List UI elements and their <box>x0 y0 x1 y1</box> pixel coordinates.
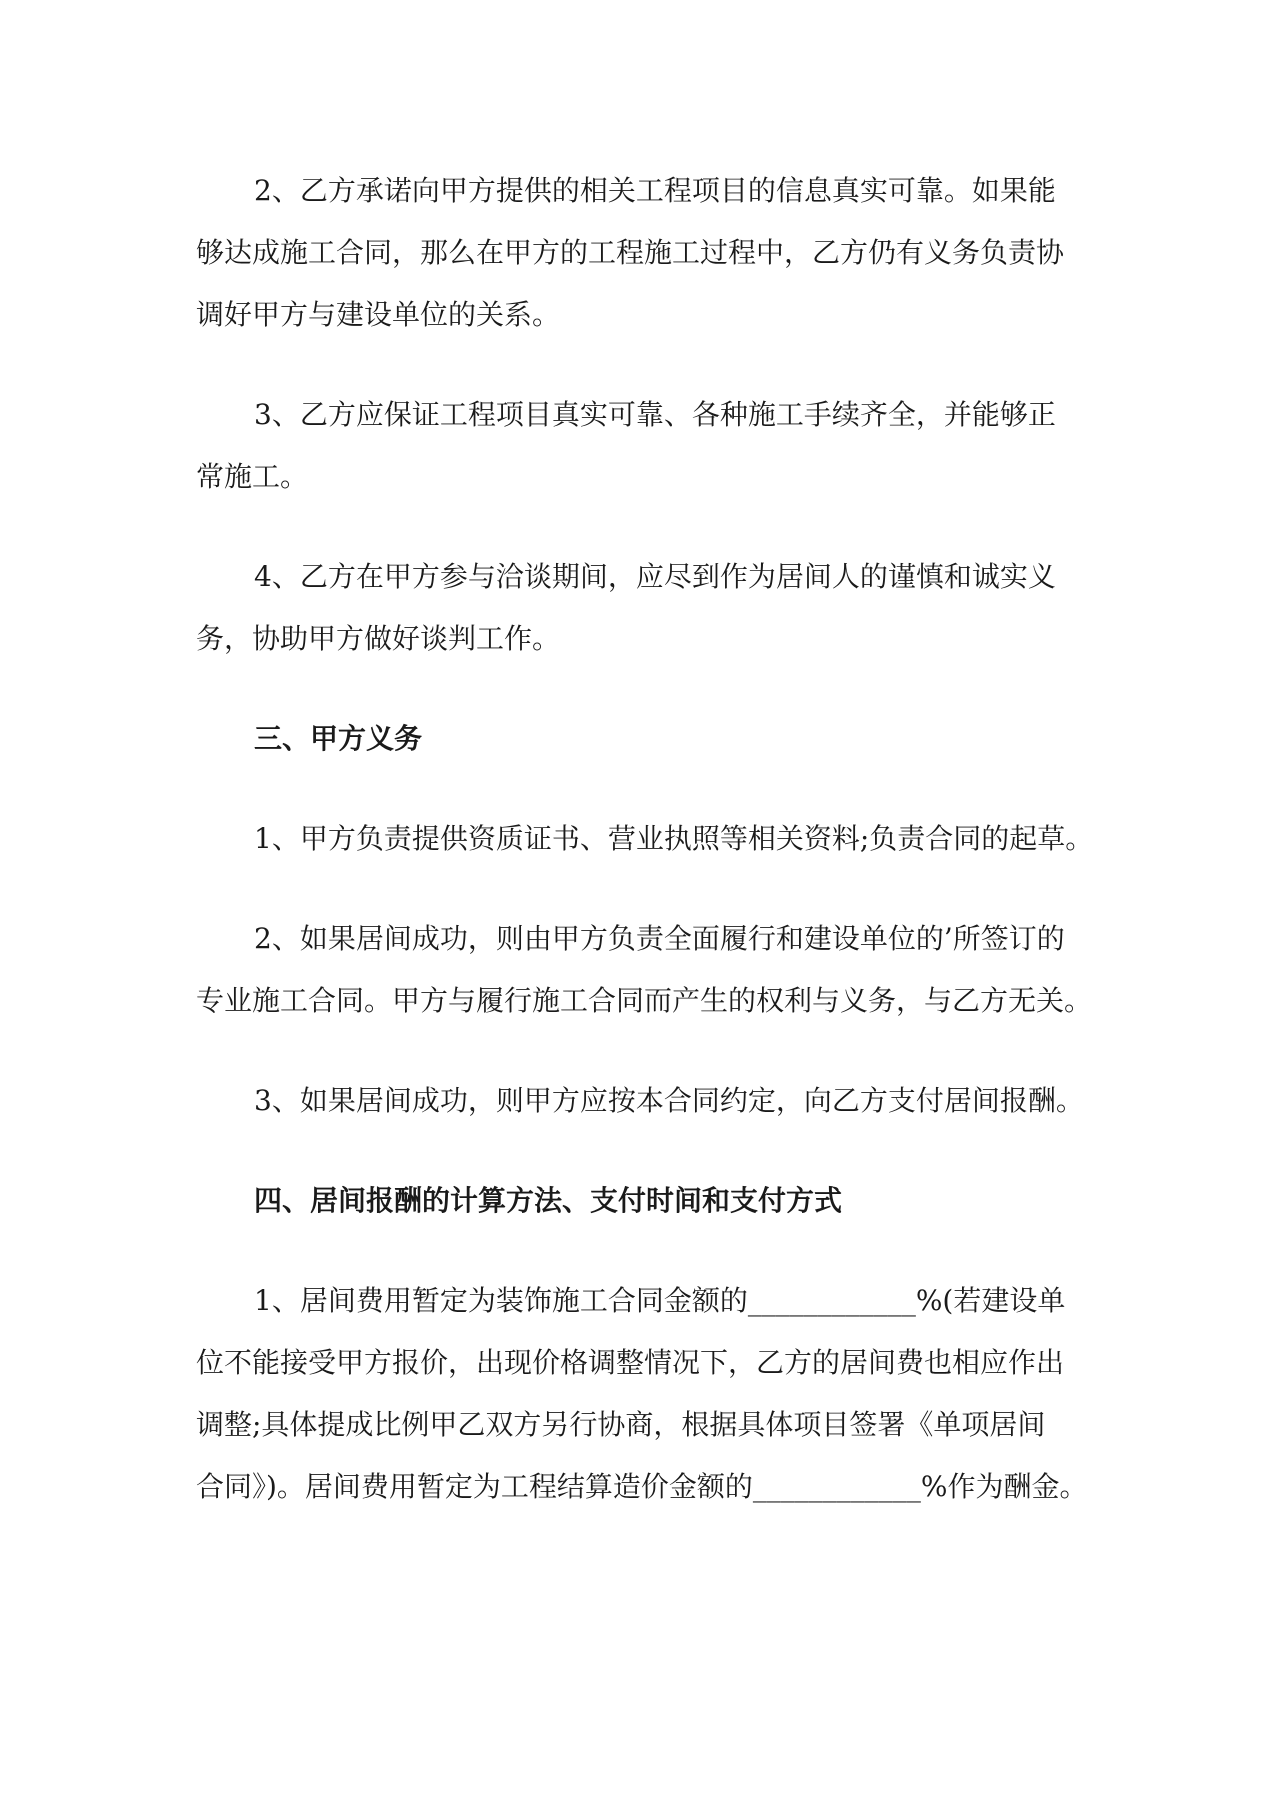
text-line: 合同》)。居间费用暂定为工程结算造价金额的____________%作为酬金。 <box>196 1470 1088 1503</box>
text-line: 调整;具体提成比例甲乙双方另行协商，根据具体项目签署《单项居间 <box>196 1408 1046 1441</box>
text-line: 调好甲方与建设单位的关系。 <box>196 298 561 331</box>
text-line: 2、乙方承诺向甲方提供的相关工程项目的信息真实可靠。如果能 <box>254 174 1056 207</box>
text-line: 1、甲方负责提供资质证书、营业执照等相关资料;负责合同的起草。 <box>254 822 1094 855</box>
section-heading-commission: 四、居间报酬的计算方法、支付时间和支付方式 <box>254 1184 843 1217</box>
paragraph-obligation-4 <box>196 546 1084 670</box>
text-line: 常施工。 <box>196 460 309 493</box>
paragraph-party-a-1 <box>196 808 1094 870</box>
text-line: 专业施工合同。甲方与履行施工合同而产生的权利与义务，与乙方无关。 <box>196 984 1093 1017</box>
paragraph-obligation-2 <box>196 160 1084 346</box>
text-line: 够达成施工合同，那么在甲方的工程施工过程中，乙方仍有义务负责协 <box>196 236 1065 269</box>
text-line: 4、乙方在甲方参与洽谈期间，应尽到作为居间人的谨慎和诚实义 <box>254 560 1056 593</box>
text-line: 3、如果居间成功，则甲方应按本合同约定，向乙方支付居间报酬。 <box>254 1084 1084 1117</box>
text-line: 2、如果居间成功，则由甲方负责全面履行和建设单位的’所签订的 <box>254 922 1065 955</box>
text-line: 务，协助甲方做好谈判工作。 <box>196 622 561 655</box>
paragraph-obligation-3 <box>196 384 1084 508</box>
paragraph-commission-1 <box>196 1270 1088 1518</box>
paragraph-party-a-3 <box>196 1070 1084 1132</box>
paragraph-party-a-2 <box>196 908 1093 1032</box>
text-line: 1、居间费用暂定为装饰施工合同金额的____________%(若建设单 <box>254 1284 1066 1317</box>
text-line: 位不能接受甲方报价，出现价格调整情况下，乙方的居间费也相应作出 <box>196 1346 1065 1379</box>
section-heading-party-a-obligations: 三、甲方义务 <box>254 722 423 755</box>
text-line: 3、乙方应保证工程项目真实可靠、各种施工手续齐全，并能够正 <box>254 398 1056 431</box>
document-page <box>196 160 1094 1556</box>
